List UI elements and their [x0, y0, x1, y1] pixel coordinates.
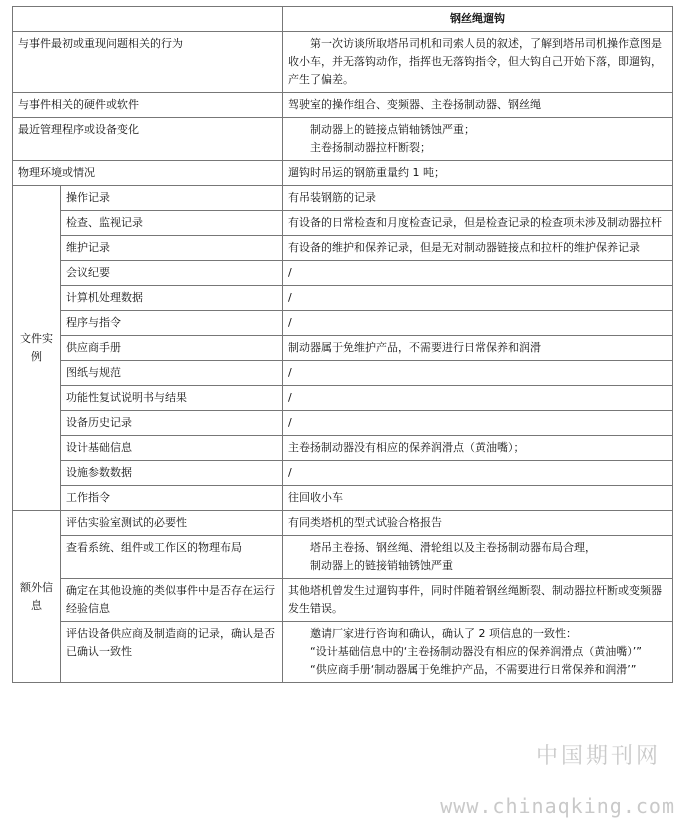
table-row: [13, 186, 673, 211]
table-row: [13, 622, 673, 683]
row-value: [283, 579, 673, 622]
row-label: 设备历史记录: [61, 411, 283, 436]
table-row: [13, 436, 673, 461]
column-title: 钢丝绳遛钩: [283, 7, 673, 32]
row-value: [283, 511, 673, 536]
table-row: [13, 236, 673, 261]
table-row: [13, 161, 673, 186]
incident-table: [12, 6, 673, 683]
row-label: 供应商手册: [61, 336, 283, 361]
table-row: [13, 336, 673, 361]
row-label: 与事件相关的硬件或软件: [13, 93, 283, 118]
row-value: 遛钩时吊运的钢筋重量约 1 吨；: [283, 161, 673, 186]
table-row: [13, 311, 673, 336]
row-value-line: 有同类塔机的型式试验合格报告: [288, 516, 442, 529]
row-label: 图纸与规范: [61, 361, 283, 386]
row-value: [283, 118, 673, 161]
row-label: 最近管理程序或设备变化: [13, 118, 283, 161]
table-row: [13, 536, 673, 579]
row-value: 有设备的维护和保养记录，但是无对制动器链接点和拉杆的维护保养记录: [283, 236, 673, 261]
table-row: [13, 261, 673, 286]
row-label: 评估实验室测试的必要性: [61, 511, 283, 536]
group-label-extra: 额外信息: [13, 511, 61, 683]
row-value: 有吊装钢筋的记录: [283, 186, 673, 211]
table-row: [13, 411, 673, 436]
row-value-line: 制动器上的链接点销轴锈蚀严重；: [310, 123, 475, 136]
table-row: [13, 361, 673, 386]
row-value: 往回收小车: [283, 486, 673, 511]
row-label: 评估设备供应商及制造商的记录，确认是否已确认一致性: [61, 622, 283, 683]
row-label: 操作记录: [61, 186, 283, 211]
row-value: /: [283, 261, 673, 286]
table-row: [13, 118, 673, 161]
header-blank-cell: [13, 7, 283, 32]
row-label: 与事件最初或重现问题相关的行为: [13, 32, 283, 93]
row-value: /: [283, 386, 673, 411]
table-row: [13, 461, 673, 486]
row-label: 会议纪要: [61, 261, 283, 286]
row-label: 查看系统、组件或工作区的物理布局: [61, 536, 283, 579]
row-value-line: “设计基础信息中的‘主卷扬制动器没有相应的保养润滑点（黄油嘴）’”: [310, 645, 642, 658]
row-value: [283, 622, 673, 683]
row-value: 主卷扬制动器没有相应的保养润滑点（黄油嘴）；: [283, 436, 673, 461]
row-value-line: 主卷扬制动器拉杆断裂；: [310, 141, 431, 154]
table-row: [13, 211, 673, 236]
watermark-cn: 中国期刊网: [535, 744, 661, 769]
row-label: 工作指令: [61, 486, 283, 511]
row-label: 设施参数数据: [61, 461, 283, 486]
group-label-documents: 文件实例: [13, 186, 61, 511]
row-value: /: [283, 361, 673, 386]
row-value: [283, 536, 673, 579]
row-value-line: 邀请厂家进行咨询和确认，确认了 2 项信息的一致性：: [310, 627, 577, 640]
table-row: [13, 386, 673, 411]
row-value: /: [283, 311, 673, 336]
table-row: [13, 286, 673, 311]
table-row: [13, 32, 673, 93]
row-value-line: 制动器上的链接销轴锈蚀严重: [310, 559, 453, 572]
row-value: 第一次访谈所取塔吊司机和司索人员的叙述，了解到塔吊司机操作意图是收小车，并无落钩动作，指挥也无落钩指令，但大钩自己开始下落，即遛钩，产生了偏差。: [283, 32, 673, 93]
row-label: 维护记录: [61, 236, 283, 261]
row-value: /: [283, 461, 673, 486]
row-value: /: [283, 286, 673, 311]
row-label: 功能性复试说明书与结果: [61, 386, 283, 411]
table-row: [13, 579, 673, 622]
table-row: [13, 486, 673, 511]
row-label: 设计基础信息: [61, 436, 283, 461]
row-value-line: “供应商手册‘制动器属于免维护产品，不需要进行日常保养和润滑’”: [310, 663, 637, 676]
row-value-line: 其他塔机曾发生过遛钩事件，同时伴随着钢丝绳断裂、制动器拉杆断或变频器发生错误。: [288, 584, 662, 615]
row-label: 程序与指令: [61, 311, 283, 336]
row-value: 制动器属于免维护产品，不需要进行日常保养和润滑: [283, 336, 673, 361]
row-value-line: 塔吊主卷扬、钢丝绳、滑轮组以及主卷扬制动器布局合理，: [310, 541, 596, 554]
table-row: [13, 511, 673, 536]
row-label: 确定在其他设施的类似事件中是否存在运行经验信息: [61, 579, 283, 622]
row-value: 驾驶室的操作组合、变频器、主卷扬制动器、钢丝绳: [283, 93, 673, 118]
row-value: 有设备的日常检查和月度检查记录，但是检查记录的检查项未涉及制动器拉杆: [283, 211, 673, 236]
table-row: [13, 93, 673, 118]
watermark-url: www.chinaqking.com: [440, 794, 675, 818]
row-value: /: [283, 411, 673, 436]
table-header-row: [13, 7, 673, 32]
row-label: 物理环境或情况: [13, 161, 283, 186]
row-label: 计算机处理数据: [61, 286, 283, 311]
row-label: 检查、监视记录: [61, 211, 283, 236]
